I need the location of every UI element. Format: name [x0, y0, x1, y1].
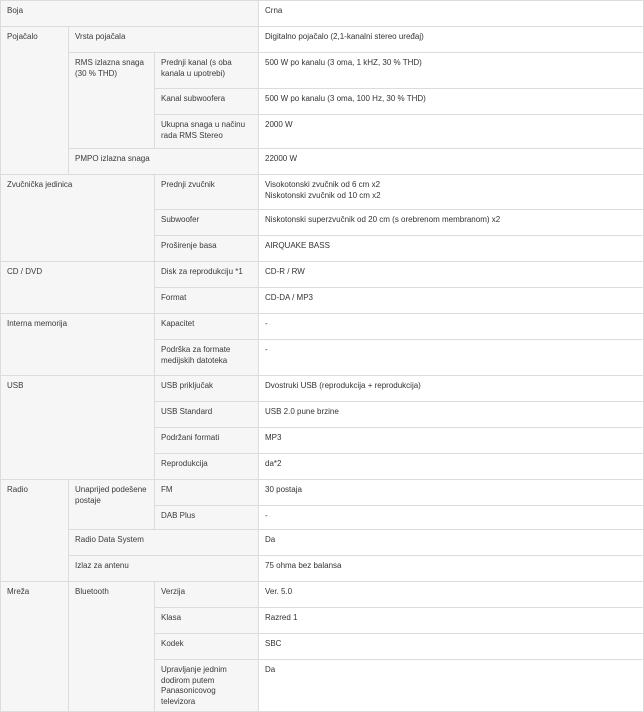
row-value-subwoofer: Niskotonski superzvučnik od 20 cm (s orebrenom membranom) x2	[259, 210, 644, 236]
row-value-podrzani-formati: MP3	[259, 428, 644, 454]
section-label-zvucnicka: Zvučnička jedinica	[1, 175, 155, 262]
section-label-usb: USB	[1, 376, 155, 480]
table-row	[1, 480, 644, 506]
table-row	[1, 53, 644, 89]
row-value-usb-standard: USB 2.0 pune brzine	[259, 402, 644, 428]
row-label-disk: Disk za reprodukciju *1	[155, 262, 259, 288]
table-row	[1, 530, 644, 556]
table-row	[1, 27, 644, 53]
row-label-klasa: Klasa	[155, 608, 259, 634]
row-label-upravljanje: Upravljanje jednim dodirom putem Panasonicovog televizora	[155, 660, 259, 712]
section-label-pojacalo: Pojačalo	[1, 27, 69, 175]
row-label-rds: Radio Data System	[69, 530, 259, 556]
row-value-podrska-formate: -	[259, 340, 644, 376]
row-value-kodek: SBC	[259, 634, 644, 660]
row-value-boja: Crna	[259, 1, 644, 27]
row-label-verzija: Verzija	[155, 582, 259, 608]
row-label-ukupna-snaga: Ukupna snaga u načinu rada RMS Stereo	[155, 115, 259, 149]
section-label-cd-dvd: CD / DVD	[1, 262, 155, 314]
row-value-upravljanje: Da	[259, 660, 644, 712]
group-label-rms: RMS izlazna snaga (30 % THD)	[69, 53, 155, 149]
row-value-vrsta-pojacala: Digitalno pojačalo (2,1-kanalni stereo uređaj)	[259, 27, 644, 53]
prednji-zvucnik-line-1: Visokotonski zvučnik od 6 cm x2	[265, 180, 381, 189]
row-label-pmpo: PMPO izlazna snaga	[69, 149, 259, 175]
row-value-prednji-zvucnik	[259, 175, 644, 210]
row-label-usb-prikljucak: USB priključak	[155, 376, 259, 402]
table-row	[1, 314, 644, 340]
row-label-boja: Boja	[1, 1, 259, 27]
row-value-prednji-kanal: 500 W po kanalu (3 oma, 1 kHZ, 30 % THD)	[259, 53, 644, 89]
row-label-kapacitet: Kapacitet	[155, 314, 259, 340]
row-label-subwoofer: Subwoofer	[155, 210, 259, 236]
row-value-fm: 30 postaja	[259, 480, 644, 506]
row-label-dab-plus: DAB Plus	[155, 506, 259, 530]
prednji-zvucnik-line-2: Niskotonski zvučnik od 10 cm x2	[265, 190, 381, 200]
group-label-unaprijed: Unaprijed podešene postaje	[69, 480, 155, 530]
table-row	[1, 262, 644, 288]
row-label-reprodukcija: Reprodukcija	[155, 454, 259, 480]
table-row	[1, 149, 644, 175]
table-row	[1, 1, 644, 27]
row-label-prednji-kanal: Prednji kanal (s oba kanala u upotrebi)	[155, 53, 259, 89]
row-value-dab-plus: -	[259, 506, 644, 530]
row-value-kanal-subwoofera: 500 W po kanalu (3 oma, 100 Hz, 30 % THD)	[259, 89, 644, 115]
row-value-kapacitet: -	[259, 314, 644, 340]
row-value-izlaz-antena: 75 ohma bez balansa	[259, 556, 644, 582]
table-row	[1, 556, 644, 582]
row-label-usb-standard: USB Standard	[155, 402, 259, 428]
row-label-podrska-formate: Podrška za formate medijskih datoteka	[155, 340, 259, 376]
row-label-kodek: Kodek	[155, 634, 259, 660]
table-row	[1, 175, 644, 210]
row-label-podrzani-formati: Podržani formati	[155, 428, 259, 454]
row-value-usb-prikljucak: Dvostruki USB (reprodukcija + reprodukcija)	[259, 376, 644, 402]
table-row	[1, 582, 644, 608]
group-label-bluetooth: Bluetooth	[69, 582, 155, 712]
row-label-kanal-subwoofera: Kanal subwoofera	[155, 89, 259, 115]
row-value-format: CD-DA / MP3	[259, 288, 644, 314]
row-value-prosirenje-basa: AIRQUAKE BASS	[259, 236, 644, 262]
row-label-format: Format	[155, 288, 259, 314]
row-value-rds: Da	[259, 530, 644, 556]
section-label-interna-memorija: Interna memorija	[1, 314, 155, 376]
row-label-prosirenje-basa: Proširenje basa	[155, 236, 259, 262]
table-row	[1, 376, 644, 402]
row-label-fm: FM	[155, 480, 259, 506]
row-label-vrsta-pojacala: Vrsta pojačala	[69, 27, 259, 53]
row-value-pmpo: 22000 W	[259, 149, 644, 175]
row-value-reprodukcija: da*2	[259, 454, 644, 480]
row-value-klasa: Razred 1	[259, 608, 644, 634]
row-label-izlaz-antena: Izlaz za antenu	[69, 556, 259, 582]
section-label-radio: Radio	[1, 480, 69, 582]
section-label-mreza: Mreža	[1, 582, 69, 712]
row-label-prednji-zvucnik: Prednji zvučnik	[155, 175, 259, 210]
row-value-disk: CD-R / RW	[259, 262, 644, 288]
row-value-verzija: Ver. 5.0	[259, 582, 644, 608]
row-value-ukupna-snaga: 2000 W	[259, 115, 644, 149]
